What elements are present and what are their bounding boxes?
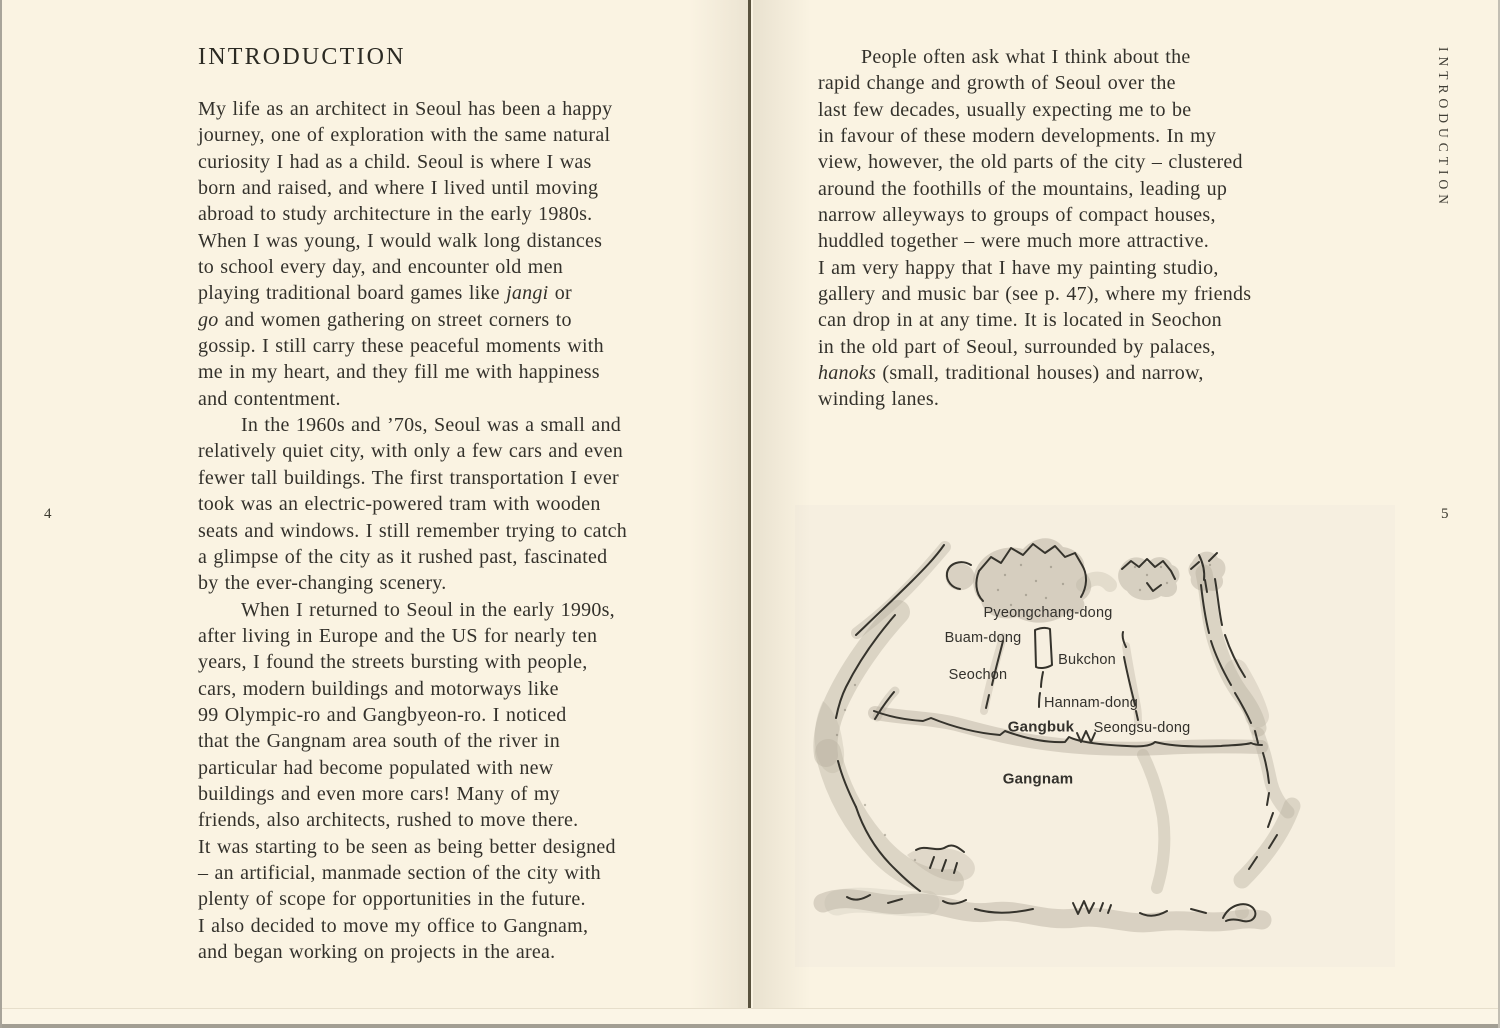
text-line: view, however, the old parts of the city – clustered [818,151,1243,174]
text-line: go and women gathering on street corners to [198,308,572,331]
map-label: Seochon [948,667,1008,683]
ink-wash-map-drawing [795,505,1395,967]
text-line: narrow alleyways to groups of compact houses, [818,204,1216,227]
map-label: Bukchon [1058,652,1116,668]
text-line: took was an electric-powered tram with wooden [198,493,601,516]
text-line: cars, modern buildings and motorways like [198,677,559,700]
text-line: years, I found the streets bursting with people, [198,651,588,674]
left-text-column [198,96,718,965]
page-right [750,0,1500,1008]
text-line: huddled together – were much more attractive. [818,230,1209,253]
page-number-left: 4 [44,506,52,522]
text-line: I am very happy that I have my painting studio, [818,256,1219,279]
text-line: My life as an architect in Seoul has been a happy [198,98,613,120]
gutter-shadow-right [753,0,811,1008]
gutter-shadow-left [690,0,748,1008]
seoul-ink-map [795,505,1395,967]
photo-bottom-edge [0,1024,1500,1028]
text-line: in the old part of Seoul, surrounded by palaces, [818,335,1216,358]
text-line: around the foothills of the mountains, leading up [818,177,1228,200]
text-line: curiosity I had as a child. Seoul is where I was [198,150,592,173]
map-label: Gangbuk [1007,718,1075,736]
text-line: rapid change and growth of Seoul over the [818,72,1176,95]
map-label: Hannam-dong [1043,695,1139,711]
palace-rectangle [1035,628,1052,668]
text-line: playing traditional board games like jangi or [198,282,572,305]
text-line: It was starting to be seen as being better designed [198,835,616,858]
map-label: Buam-dong [944,630,1022,646]
text-line: buildings and even more cars! Many of my [198,782,560,805]
text-line: I also decided to move my office to Gangnam, [198,914,589,937]
text-line: hanoks (small, traditional houses) and narrow, [818,362,1204,385]
map-label: Seongsu-dong [1093,720,1191,736]
text-line: – an artificial, manmade section of the city with [198,861,601,884]
text-line: that the Gangnam area south of the river in [198,730,560,753]
paragraph [818,44,1338,413]
text-line: seats and windows. I still remember trying to catch [198,519,627,542]
text-line: and contentment. [198,387,341,410]
text-line: gossip. I still carry these peaceful moments with [198,335,604,358]
map-label: Gangnam [1002,770,1074,788]
text-line: particular had become populated with new [198,756,554,779]
text-line: When I was young, I would walk long distances [198,229,603,252]
right-text-column [818,44,1338,413]
page-number-right: 5 [1441,506,1449,522]
text-line: a glimpse of the city as it rushed past, fascinated [198,545,608,568]
text-line: 99 Olympic-ro and Gangbyeon-ro. I noticed [198,703,567,726]
book-gutter [748,0,751,1008]
photo-left-edge [0,0,2,1028]
text-line: winding lanes. [818,388,940,411]
text-line: last few decades, usually expecting me to be [818,98,1192,121]
text-line: gallery and music bar (see p. 47), where my friends [818,283,1252,306]
text-line: fewer tall buildings. The first transportation I ever [198,466,619,489]
text-line: and began working on projects in the area. [198,941,556,963]
text-line: abroad to study architecture in the early 1980s. [198,203,593,226]
text-line: journey, one of exploration with the same natural [198,124,611,147]
paragraph [198,412,718,596]
text-line: can drop in at any time. It is located in Seochon [818,309,1222,332]
text-line: relatively quiet city, with only a few cars and even [198,440,623,463]
map-label: Pyeongchang-dong [983,605,1113,621]
page-bottom-edge [0,1008,1500,1025]
text-line: to school every day, and encounter old men [198,256,563,279]
text-line: me in my heart, and they fill me with happiness [198,361,600,384]
text-line: friends, also architects, rushed to move there. [198,809,579,832]
text-line: after living in Europe and the US for nearly ten [198,624,598,647]
text-line: In the 1960s and ’70s, Seoul was a small and [241,414,621,437]
text-line: in favour of these modern developments. In my [818,125,1217,148]
page-left [0,0,750,1008]
text-line: People often ask what I think about the [861,46,1191,68]
text-line: plenty of scope for opportunities in the future. [198,888,586,911]
paragraph [198,597,718,966]
text-line: When I returned to Seoul in the early 1990s, [241,598,615,621]
chapter-title: INTRODUCTION [198,44,406,70]
text-line: by the ever-changing scenery. [198,572,447,595]
vertical-running-title: INTRODUCTION [1436,47,1451,209]
text-line: born and raised, and where I lived until moving [198,177,599,200]
paragraph [198,96,718,412]
